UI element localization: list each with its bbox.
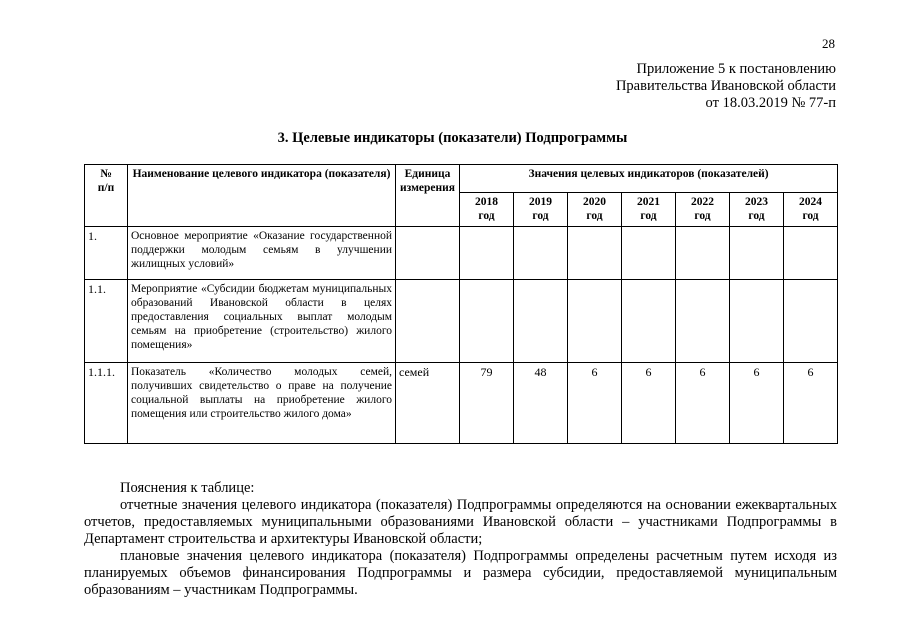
- year-suffix: год: [748, 210, 765, 222]
- section-title: 3. Целевые индикаторы (показатели) Подпрограммы: [277, 130, 628, 146]
- value-2021: [622, 280, 676, 363]
- year-suffix: год: [694, 210, 711, 222]
- header-num-line-2: п/п: [97, 182, 115, 194]
- table-row: [85, 227, 838, 280]
- table-row: [85, 363, 838, 444]
- indicator-unit: семей: [396, 363, 460, 444]
- header-values: Значения целевых индикаторов (показателей): [460, 165, 838, 193]
- indicator-name: Показатель «Количество молодых семей, получивших свидетельство о праве на получение социальной выплаты на приобретение жилого помещения или строительство жилого дома»: [128, 363, 396, 444]
- header-year-2018: [460, 193, 514, 227]
- year-suffix: год: [586, 210, 603, 222]
- table-header-row: [85, 165, 838, 193]
- header-unit: Единица измерения: [396, 165, 460, 227]
- header-year-2024: [784, 193, 838, 227]
- year-label: 2018: [475, 196, 498, 208]
- value-2018: [460, 227, 514, 280]
- value-2022: 6: [676, 363, 730, 444]
- header-num-line-1: №: [100, 168, 112, 180]
- year-label: 2023: [745, 196, 768, 208]
- value-2018: [460, 280, 514, 363]
- year-label: 2020: [583, 196, 606, 208]
- value-2020: [568, 227, 622, 280]
- table-row: [85, 280, 838, 363]
- value-2021: 6: [622, 363, 676, 444]
- value-2023: [730, 227, 784, 280]
- indicator-unit: [396, 280, 460, 363]
- value-2021: [622, 227, 676, 280]
- row-number: 1.1.1.: [85, 363, 128, 444]
- row-number: 1.1.: [85, 280, 128, 363]
- header-year-2020: [568, 193, 622, 227]
- appendix-reference: [616, 61, 836, 112]
- header-year-2023: [730, 193, 784, 227]
- row-number: 1.: [85, 227, 128, 280]
- value-2020: 6: [568, 363, 622, 444]
- year-label: 2022: [691, 196, 714, 208]
- header-year-2019: [514, 193, 568, 227]
- indicator-name: Основное мероприятие «Оказание государственной поддержки молодым семьям в улучшении жилищных условий»: [128, 227, 396, 280]
- value-2024: 6: [784, 363, 838, 444]
- header-year-2022: [676, 193, 730, 227]
- value-2022: [676, 227, 730, 280]
- notes-paragraph-1: отчетные значения целевого индикатора (показателя) Подпрограммы определяются на основании ежеквартальных отчетов, предоставляемых муниципальными образованиями Ивановской области – участниками Подпрограммы в Департамент строительства и архитектуры Ивановской области;: [84, 497, 837, 547]
- notes-paragraph-2: плановые значения целевого индикатора (показателя) Подпрограммы определены расчетным путем исходя из планируемых объемов финансирования Подпрограммы и размера субсидии, предоставляемой муниципальным образованиям – участникам Подпрограммы.: [84, 548, 837, 598]
- value-2018: 79: [460, 363, 514, 444]
- appendix-line-1: Приложение 5 к постановлению: [636, 61, 836, 77]
- year-label: 2024: [799, 196, 823, 208]
- year-suffix: год: [532, 210, 549, 222]
- header-name: Наименование целевого индикатора (показателя): [128, 165, 396, 227]
- indicator-name: Мероприятие «Субсидии бюджетам муниципальных образований Ивановской области в целях предоставления социальных выплат молодым семьям на приобретение (строительство) жилого помещения»: [128, 280, 396, 363]
- header-num: [85, 165, 128, 227]
- value-2022: [676, 280, 730, 363]
- value-2020: [568, 280, 622, 363]
- year-label: 2021: [637, 196, 660, 208]
- indicator-unit: [396, 227, 460, 280]
- indicators-table: [84, 164, 838, 444]
- value-2019: [514, 280, 568, 363]
- year-suffix: год: [640, 210, 657, 222]
- page-number: 28: [822, 36, 835, 51]
- appendix-line-3: от 18.03.2019 № 77-п: [705, 95, 836, 111]
- value-2019: [514, 227, 568, 280]
- year-suffix: год: [802, 210, 819, 222]
- appendix-line-2: Правительства Ивановской области: [615, 78, 836, 94]
- year-label: 2019: [529, 196, 552, 208]
- year-suffix: год: [478, 210, 495, 222]
- value-2024: [784, 280, 838, 363]
- value-2023: [730, 280, 784, 363]
- value-2023: 6: [730, 363, 784, 444]
- table-notes: [84, 480, 837, 599]
- header-year-2021: [622, 193, 676, 227]
- value-2024: [784, 227, 838, 280]
- value-2019: 48: [514, 363, 568, 444]
- notes-heading: Пояснения к таблице:: [120, 480, 255, 496]
